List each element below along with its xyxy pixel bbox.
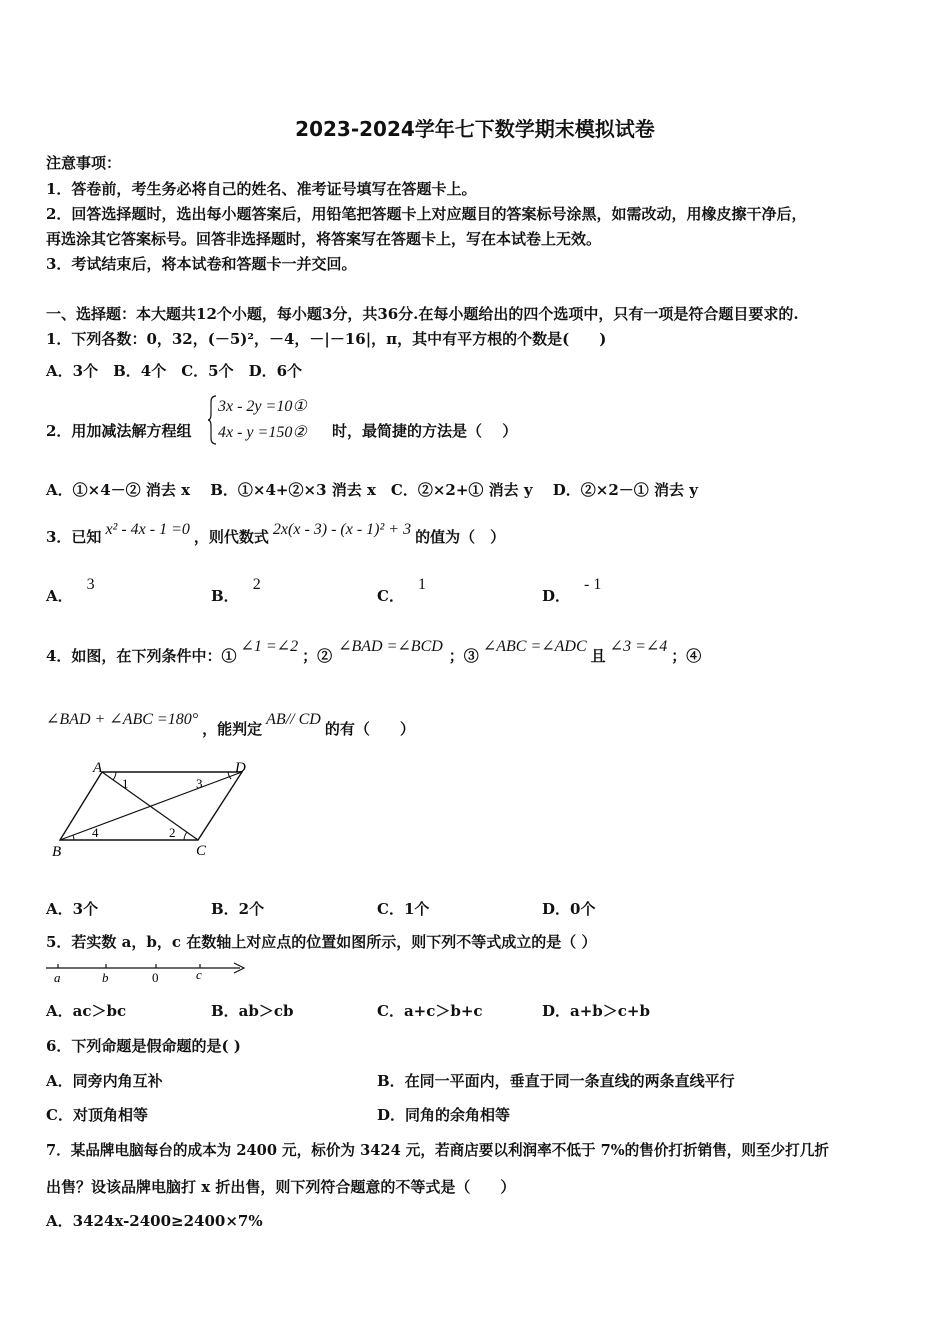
q5-option-d: D．a+b＞c+b [542,1002,650,1020]
q4-option-b: B．2个 [211,900,265,918]
q4-stem-a: 4．如图，在下列条件中：① [46,647,237,665]
angle-1-label: 1 [122,776,129,791]
option-label: C． [377,587,404,605]
notice-item-2a: 2．回答选择题时，选出每小题答案后，用铅笔把答题卡上对应题目的答案标号涂黑，如需改动，用橡皮擦干净后， [46,205,807,223]
angle-4-arc [73,835,74,840]
vertex-d-label: D [235,760,246,776]
q6-option-b: B．在同一平面内，垂直于同一条直线的两条直线平行 [377,1072,735,1090]
option-value: 2 [252,576,261,593]
angle-2-arc [184,832,187,840]
angle-4-label: 4 [92,825,99,840]
q4-sep-2: ；② [302,647,333,665]
q3-expression: 2x(x - 3) - (x - 1)² + 3 [272,521,412,538]
option-label: B． [211,587,239,605]
question-1-options: A．3个 B．4个 C．5个 D．6个 [46,362,303,380]
option-label: A． [46,587,73,605]
q4-condition-3: ∠ABC =∠ADC [482,638,587,655]
q5-option-c: C．a+c＞b+c [377,1002,483,1020]
q4-stem-b: ，能判定 [202,720,263,738]
question-6-stem: 6．下列命题是假命题的是( ) [46,1037,241,1055]
option-value: 3 [86,576,95,593]
question-3-stem [46,521,506,547]
q4-option-c: C．1个 [377,900,430,918]
vertex-a-label: A [93,760,103,776]
angle-3-label: 3 [196,776,203,791]
point-zero-label: 0 [152,970,159,985]
q3-option-b [211,576,261,606]
q4-condition-1: ∠1 =∠2 [240,638,299,655]
q5-option-a: A．ac＞bc [46,1002,127,1020]
q6-option-d: D．同角的余角相等 [377,1106,511,1124]
q3-stem-c: 的值为（ ） [415,528,506,546]
angle-1-arc [113,772,116,780]
q6-option-c: C．对顶角相等 [46,1106,148,1124]
q7-option-a: A．3424x-2400≥2400×7% [46,1212,263,1230]
parallelogram-figure [46,758,256,862]
q4-stem-c: 的有（ ） [324,720,415,738]
angle-2-label: 2 [169,825,176,840]
q4-sep-3: ；③ [448,647,479,665]
notice-item-3: 3．考试结束后，将本试卷和答题卡一并交回。 [46,255,357,273]
option-label: D． [542,587,571,605]
question-2-stem-before: 2．用加减法解方程组 [46,422,192,440]
page-title: 2023-2024学年七下数学期末模拟试卷 [295,117,655,141]
option-value: - 1 [584,576,602,593]
question-7-stem-a: 7．某品牌电脑每台的成本为 2400 元，标价为 3424 元，若商店要以利润率不低于 7%的售价打折销售，则至少打几折 [46,1142,829,1159]
q4-option-d: D．0个 [542,900,596,918]
point-b-label: b [102,970,109,985]
point-c-label: c [196,967,202,982]
question-2-stem-after: 时，最简捷的方法是（ ） [332,422,518,440]
q3-condition: x² - 4x - 1 =0 [105,521,190,538]
section-heading: 一、选择题：本大题共12个小题，每小题3分，共36分.在每小题给出的四个选项中，只有一项是符合题目要求的. [46,305,799,323]
q3-option-a [46,576,95,606]
notice-heading: 注意事项： [46,154,122,172]
question-7-stem-b: 出售？设该品牌电脑打 x 折出售，则下列符合题意的不等式是（ ） [46,1178,516,1196]
notice-item-2b: 再选涂其它答案标号。回答非选择题时，将答案写在答题卡上，写在本试卷上无效。 [46,230,602,248]
question-4-stem-2 [46,711,415,739]
q4-sep-4: ；④ [671,647,702,665]
notice-item-1: 1．答卷前，考生务必将自己的姓名、准考证号填写在答题卡上。 [46,180,477,198]
q4-option-a: A．3个 [46,900,99,918]
angle-3-arc [228,772,231,779]
q4-and: 且 [590,647,606,665]
equation-2: 4x - y =150② [218,424,307,441]
brace-icon [208,394,218,446]
q3-stem-a: 3．已知 [46,528,102,546]
equation-1: 3x - 2y =10① [218,398,307,415]
vertex-c-label: C [196,843,207,859]
q4-condition-2: ∠BAD =∠BCD [338,638,443,655]
question-5-stem: 5．若实数 a，b，c 在数轴上对应点的位置如图所示，则下列不等式成立的是（ ） [46,933,597,951]
q4-condition-3b: ∠3 =∠4 [609,638,668,655]
q4-condition-4: ∠BAD + ∠ABC =180° [46,711,199,728]
q3-option-c [377,576,426,606]
question-2-options: A．①×4－② 消去 x B．①×4+②×3 消去 x C．②×2+① 消去 y D．②×2－① 消去 y [46,481,698,499]
q6-option-a: A．同旁内角互补 [46,1072,163,1090]
diagonal-bd [60,772,242,840]
question-4-stem [46,638,702,666]
vertex-b-label: B [52,844,62,860]
q4-target: AB// CD [266,711,321,728]
q5-option-b: B．ab＞cb [211,1002,294,1020]
q3-stem-b: ，则代数式 [193,528,269,546]
option-value: 1 [417,576,426,593]
point-a-label: a [54,970,61,985]
number-line-figure [44,958,250,986]
question-1-stem: 1．下列各数：0，32，(－5)²，－4，－|－16|，π，其中有平方根的个数是( ) [46,330,607,348]
q3-option-d [542,576,602,606]
